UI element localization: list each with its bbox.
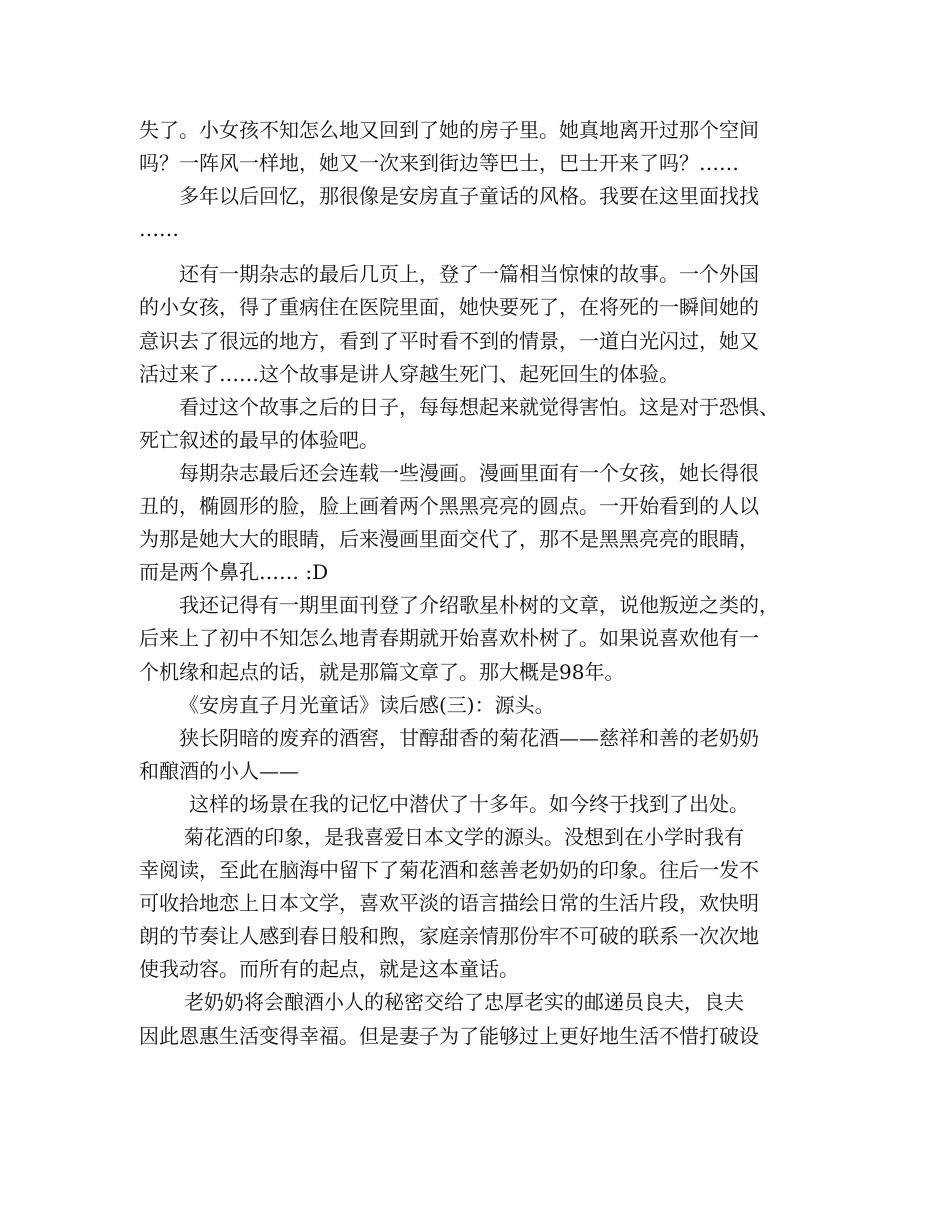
text-line: 朗的节奏让人感到春日般和煦，家庭亲情那份牢不可破的联系一次次地 — [139, 924, 759, 949]
text-line: 为那是她大大的眼睛，后来漫画里面交代了，那不是黑黑亮亮的眼睛， — [139, 527, 759, 552]
text-line: 个机缘和起点的话，就是那篇文章了。那大概是98年。 — [139, 659, 625, 684]
text-line: 的小女孩，得了重病住在医院里面，她快要死了，在将死的一瞬间她的 — [139, 295, 759, 320]
text-line: 吗？一阵风一样地，她又一次来到街边等巴士，巴士开来了吗？…… — [139, 151, 739, 176]
text-line: 意识去了很远的地方，看到了平时看不到的情景，一道白光闪过，她又 — [139, 328, 759, 353]
text-line: 还有一期杂志的最后几页上，登了一篇相当惊悚的故事。一个外国 — [179, 262, 759, 287]
text-line: 活过来了……这个故事是讲人穿越生死门、起死回生的体验。 — [139, 361, 679, 386]
text-line: 因此恩惠生活变得幸福。但是妻子为了能够过上更好地生活不惜打破设 — [139, 1023, 759, 1048]
text-line: 而是两个鼻孔…… :D — [139, 560, 329, 585]
text-line: 丑的，椭圆形的脸，脸上画着两个黑黑亮亮的圆点。一开始看到的人以 — [139, 494, 759, 519]
text-line: 我还记得有一期里面刊登了介绍歌星朴树的文章，说他叛逆之类的， — [179, 593, 779, 618]
document-body — [139, 114, 829, 1053]
text-line: 每期杂志最后还会连载一些漫画。漫画里面有一个女孩，她长得很 — [179, 460, 759, 485]
text-line: 幸阅读，至此在脑海中留下了菊花酒和慈善老奶奶的印象。往后一发不 — [139, 858, 759, 883]
text-line: 狭长阴暗的废弃的酒窖，甘醇甜香的菊花酒——慈祥和善的老奶奶 — [179, 725, 759, 750]
text-line: 老奶奶将会酿酒小人的秘密交给了忠厚老实的邮递员良夫，良夫 — [184, 990, 744, 1015]
text-line: 看过这个故事之后的日子，每每想起来就觉得害怕。这是对于恐惧、 — [179, 394, 779, 419]
text-line: 后来上了初中不知怎么地青春期就开始喜欢朴树了。如果说喜欢他有一 — [139, 626, 759, 651]
text-line: 使我动容。而所有的起点，就是这本童话。 — [139, 957, 519, 982]
section-heading: 《安房直子月光童话》读后感(三)：源头。 — [179, 692, 555, 717]
text-line: 多年以后回忆，那很像是安房直子童话的风格。我要在这里面找找 — [179, 184, 759, 209]
text-line: 菊花酒的印象，是我喜爱日本文学的源头。没想到在小学时我有 — [184, 824, 744, 849]
text-line: 死亡叙述的最早的体验吧。 — [139, 427, 379, 452]
paragraph-gap — [139, 246, 829, 258]
text-line: …… — [139, 217, 179, 242]
text-line: 这样的场景在我的记忆中潜伏了十多年。如今终于找到了出处。 — [189, 791, 749, 816]
text-line: 和酿酒的小人—— — [139, 758, 299, 783]
text-line: 失了。小女孩不知怎么地又回到了她的房子里。她真地离开过那个空间 — [139, 118, 759, 142]
text-line: 可收拾地恋上日本文学，喜欢平淡的语言描绘日常的生活片段，欢快明 — [139, 891, 759, 916]
